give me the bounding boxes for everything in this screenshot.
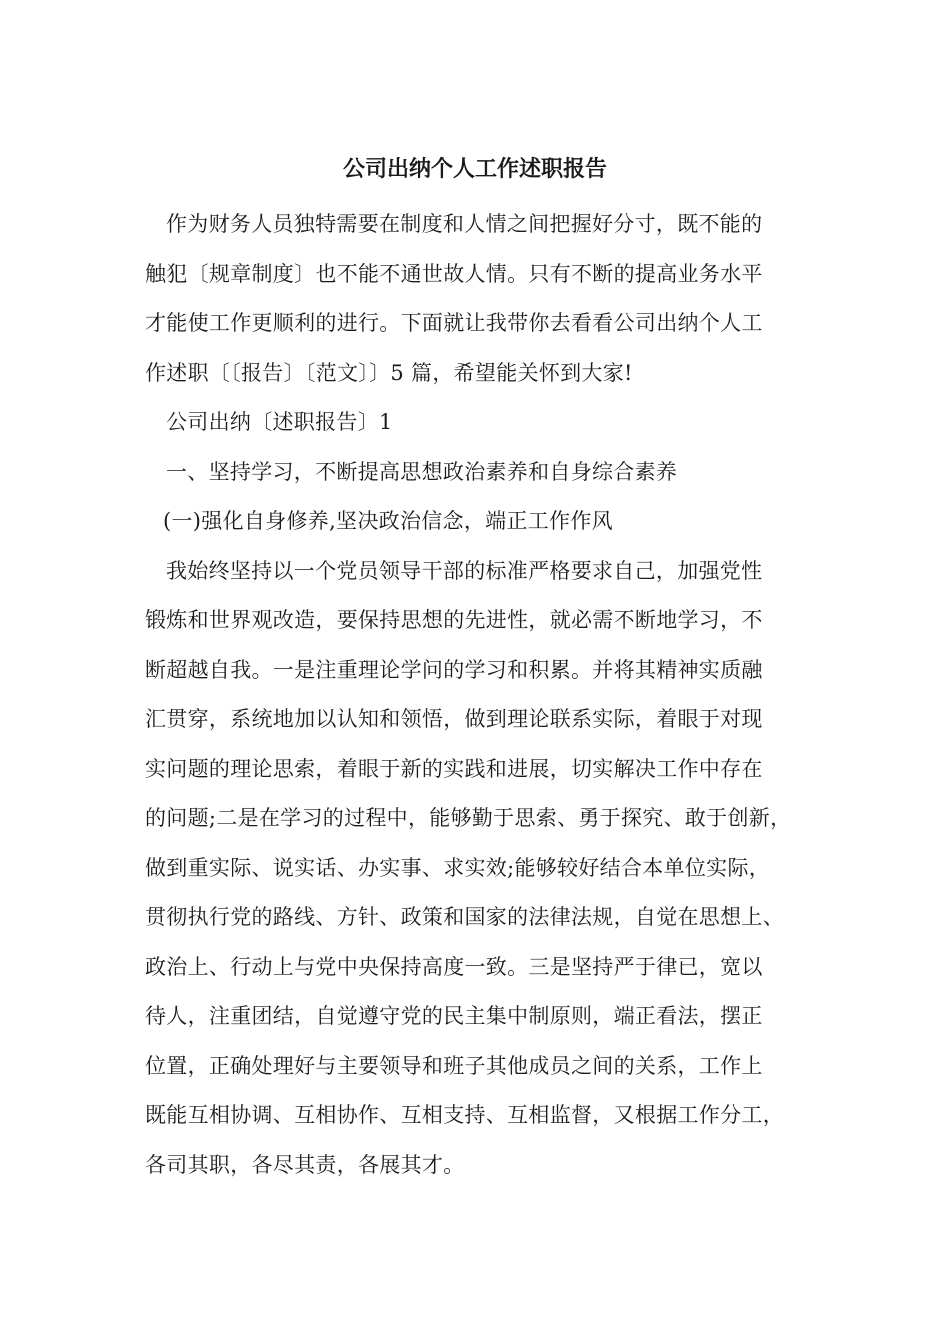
body-paragraph-line: 各司其职，各尽其责，各展其才。 bbox=[145, 1152, 465, 1177]
intro-paragraph-line: 作为财务人员独特需要在制度和人情之间把握好分寸，既不能的 bbox=[166, 212, 763, 236]
body-paragraph-line: 实问题的理论思索，着眼于新的实践和进展，切实解决工作中存在 bbox=[145, 756, 763, 781]
body-paragraph-line: 做到重实际、说实话、办实事、求实效;能够较好结合本单位实际， bbox=[145, 855, 771, 880]
body-paragraph-line: 汇贯穿，系统地加以认知和领悟，做到理论联系实际，着眼于对现 bbox=[145, 707, 763, 731]
body-paragraph-line: 位置，正确处理好与主要领导和班子其他成员之间的关系，工作上 bbox=[145, 1053, 763, 1078]
section-heading: 公司出纳〔述职报告〕1 bbox=[166, 410, 393, 434]
intro-paragraph-line: 才能使工作更顺利的进行。下面就让我带你去看看公司出纳个人工 bbox=[145, 311, 763, 335]
body-paragraph-line: 政治上、行动上与党中央保持高度一致。三是坚持严于律已，宽以 bbox=[145, 954, 763, 979]
subsection-heading: 一、坚持学习，不断提高思想政治素养和自身综合素养 bbox=[166, 459, 678, 484]
body-paragraph-line: 断超越自我。一是注重理论学问的学习和积累。并将其精神实质融 bbox=[145, 657, 763, 682]
body-paragraph-line: 既能互相协调、互相协作、互相支持、互相监督，又根据工作分工， bbox=[145, 1103, 784, 1127]
body-paragraph-line: 的问题;二是在学习的过程中，能够勤于思索、勇于探究、敢于创新， bbox=[145, 806, 792, 830]
intro-paragraph-line: 作述职〔〔报告〕〔范文〕〕5 篇，希望能关怀到大家! bbox=[145, 360, 633, 385]
subsection-subheading: (一)强化自身修养,坚决政治信念，端正工作作风 bbox=[163, 509, 613, 533]
body-paragraph-line: 待人，注重团结，自觉遵守党的民主集中制原则，端正看法，摆正 bbox=[145, 1004, 763, 1028]
body-paragraph-line: 锻炼和世界观改造，要保持思想的先进性，就必需不断地学习，不 bbox=[145, 608, 763, 632]
intro-paragraph-line: 触犯〔规章制度〕也不能不通世故人情。只有不断的提高业务水平 bbox=[145, 261, 763, 286]
body-paragraph-line: 贯彻执行党的路线、方针、政策和国家的法律法规，自觉在思想上、 bbox=[145, 905, 784, 929]
document-title: 公司出纳个人工作述职报告 bbox=[342, 156, 607, 182]
body-paragraph-line: 我始终坚持以一个党员领导干部的标准严格要求自己，加强党性 bbox=[166, 558, 763, 583]
document-body bbox=[145, 204, 825, 1194]
